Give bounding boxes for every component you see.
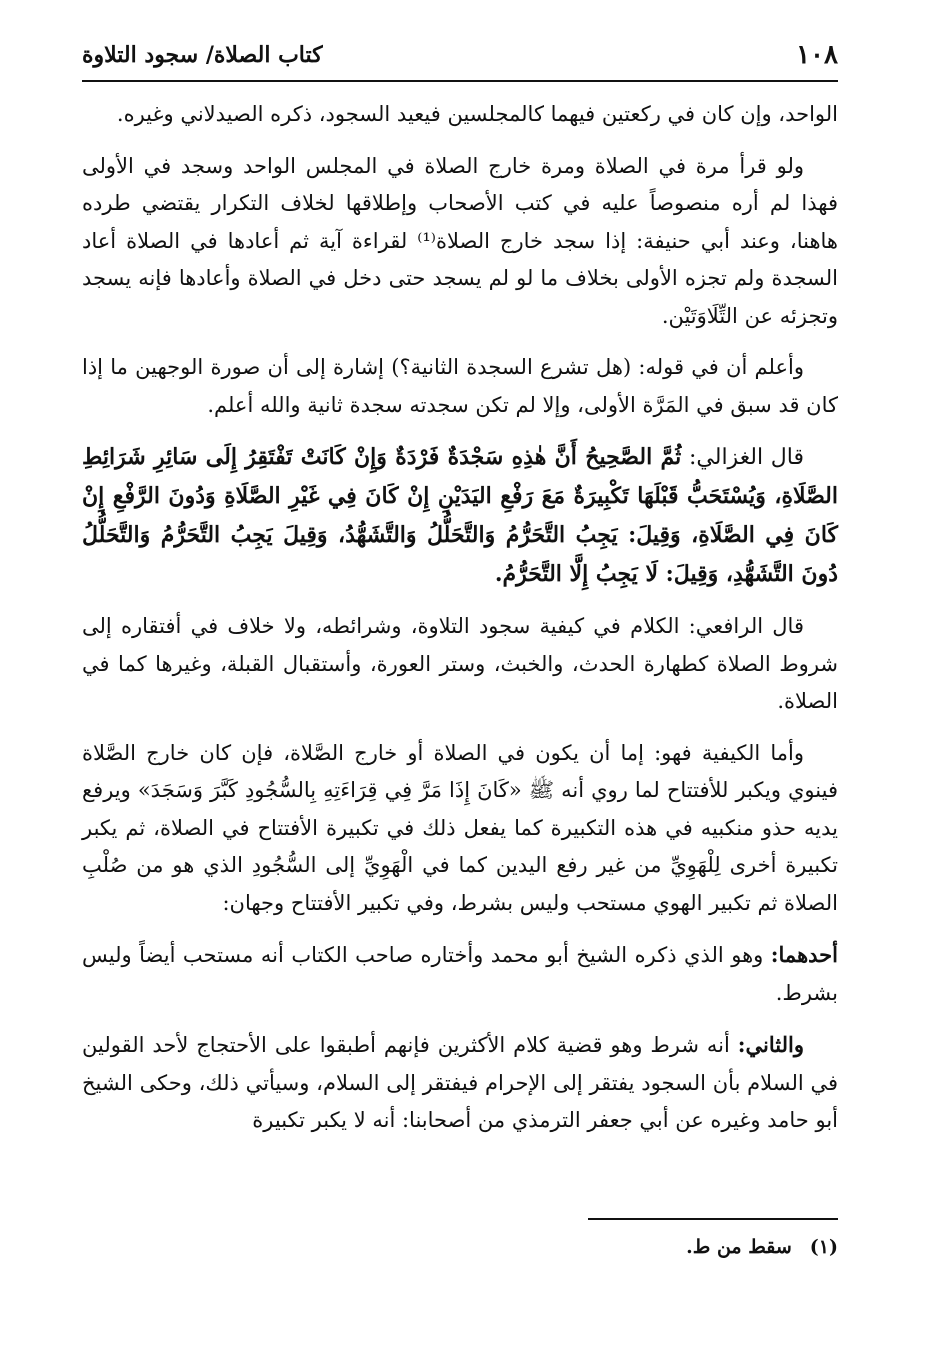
paragraph-7-text: وهو الذي ذكره الشيخ أبو محمد وأختاره صاحب الكتاب أنه مستحب أيضاً وليس بشرط. [82,943,838,1005]
ghazali-quote-lead: قال الغزالي: [681,445,805,470]
paragraph-8-text: أنه شرط وهو قضية كلام الأكثرين فإنهم أطبقوا على الأحتجاج لأحد القولين في السلام بأن السجود يفتقر إلى الإحرام فيفتقر إلى السلام، وسيأتي ذلك، وحكى الشيخ أبو حامد وغيره عن أبي جعفر الترمذي من أصحابنا: أنه لا يكبر تكبيرة [82,1033,838,1132]
running-title: كتاب الصلاة/ سجود التلاوة [82,42,323,68]
paragraph-2: ولو قرأ مرة في الصلاة ومرة خارج الصلاة في المجلس الواحد وسجد في الأولى فهذا لم أره منصوصاً عليه في كتب الأصحاب وإطلاقها لخلاف التكرار يقتضي طرده هاهنا، وعند أبي حنيفة: إذا سجد خارج الصلاة⁽¹⁾ لقراءة آية ثم أعادها في الصلاة أعاد السجدة ولم تجزه الأولى بخلاف ما لو لم يسجد حتى دخل في الصلاة وأعادها فإنه يسجد وتجزئه عن التِّلَاوَتَيْن. [82,153,838,328]
footnote-rule [588,1218,838,1220]
header-rule [82,80,838,82]
footnote-marker: (١) [809,1236,838,1258]
paragraph-7 [82,936,838,1012]
ghazali-quote-text: ثُمَّ الصَّحِيحُ أَنَّ هٰذِهِ سَجْدَةٌ فَرْدَةٌ وَإِنْ كَانَتْ تَفْتَقِرُ إِلَى سَائِرِ شَرَائِطِ الصَّلَاةِ، وَيُسْتَحَبُّ قَبْلَهَا تَكْبِيرَةٌ مَعَ رَفْعِ اليَدَيْنِ إِنْ كَانَ فِي غَيْرِ الصَّلَاةِ وَدُونَ الرَّفْعِ إِنْ كَانَ فِي الصَّلَاةِ، وَقِيلَ: يَجِبُ التَّحَرُّمُ وَالتَّحَلُّلُ وَالتَّشَهُّدُ، وَقِيلَ يَجِبُ التَّحَرُّمُ وَالتَّحَلُّلُ دُونَ التَّشَهُّدِ، وَقِيلَ: لَا يَجِبُ إِلَّا التَّحَرُّمُ. [82,444,838,587]
paragraph-1: الواحد، وإن كان في ركعتين فيهما كالمجلسين فيعيد السجود، ذكره الصيدلاني وغيره. [116,102,838,126]
page-header [82,38,838,78]
page-number: ١٠٨ [796,40,838,70]
paragraph-3: وأعلم أن في قوله: (هل تشرع السجدة الثانية؟) إشارة إلى أن صورة الوجهين ما إذا كان قد سبق في المَرَّة الأولى، وإلا لم تكن سجدته سجدة ثانية والله أعلم. [82,355,838,417]
ghazali-quote [82,438,838,594]
paragraph-7-term: أحدهما: [770,942,838,967]
footnote-text: سقط من ط. [686,1236,792,1258]
paragraph-8 [82,1026,838,1140]
paragraph-5: قال الرافعي: الكلام في كيفية سجود التلاوة، وشرائطه، ولا خلاف في أفتقاره إلى شروط الصلاة كطهارة الحدث، والخبث، وستر العورة، وأستقبال القبلة، وغيرها كما في الصلاة. [82,614,838,713]
paragraph-8-term: والثاني: [737,1032,804,1057]
main-text [82,96,838,1154]
paragraph-6: وأما الكيفية فهو: إما أن يكون في الصلاة أو خارج الصَّلاة، فإن كان خارج الصَّلاة فينوي ويكبر للأفتتاح لما روي أنه ﷺ «كَانَ إِذَا مَرَّ فِي قِرَاءَتِهِ بِالسُّجُودِ كَبَّرَ وَسَجَدَ» ويرفع يديه حذو منكبيه في هذه التكبيرة كما يفعل ذلك في تكبيرة الأفتتاح في الصلاة، ثم يكبر تكبيرة أخرى لِلْهَوِيِّ من غير رفع اليدين كما في الْهَوِيِّ إلى السُّجُودِ الذي هو من صُلْبِ الصلاة ثم تكبير الهوي مستحب وليس بشرط، وفي تكبير الأفتتاح وجهان: [82,740,838,915]
footnote [500,1233,838,1261]
